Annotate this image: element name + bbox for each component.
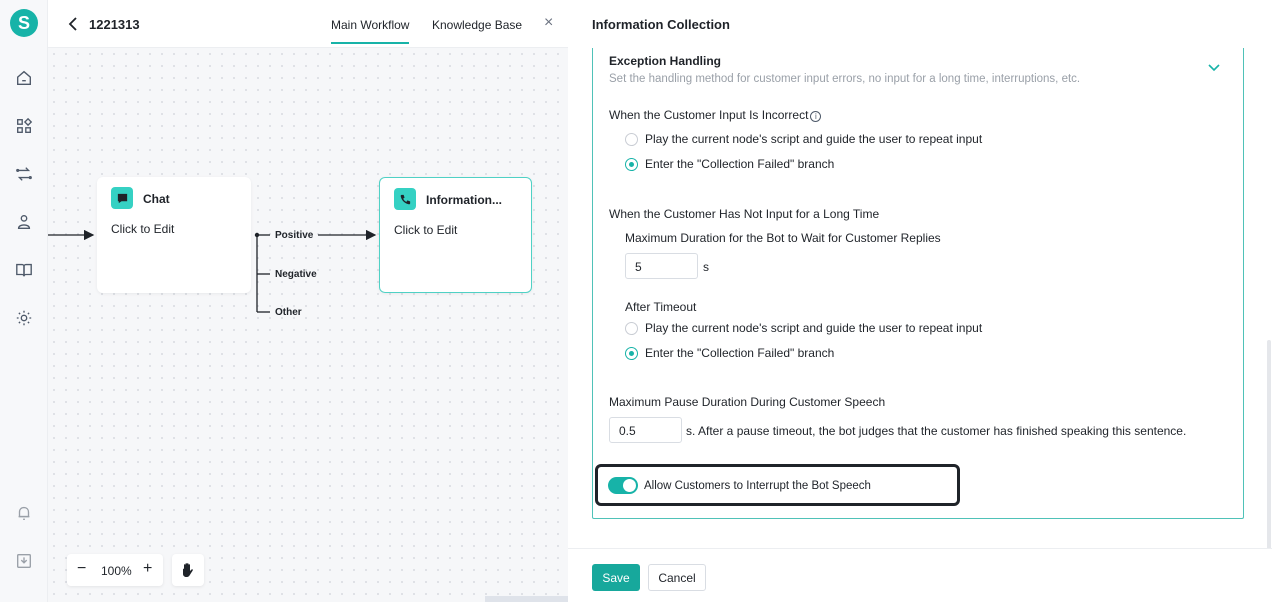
section-heading: Exception Handling: [609, 54, 722, 68]
chat-node-subtitle: Click to Edit: [111, 222, 175, 236]
section-description: Set the handling method for customer input errors, no input for a long time, interruptions, etc.: [609, 73, 1081, 85]
radio-failed-incorrect[interactable]: [625, 158, 638, 171]
after-timeout-label: After Timeout: [625, 300, 697, 314]
workflow-canvas[interactable]: [48, 48, 568, 602]
info-icon[interactable]: i: [810, 111, 821, 122]
branch-other[interactable]: Other: [275, 307, 302, 318]
workflow-title: 1221313: [89, 17, 140, 32]
pause-duration-suffix: s. After a pause timeout, the bot judges that the customer has finished speaking this sentence.: [686, 424, 1187, 438]
chat-node-title: Chat: [143, 192, 170, 206]
incorrect-option-repeat[interactable]: Play the current node's script and guide the user to repeat input: [625, 132, 982, 146]
canvas-scroll-strip: [485, 596, 568, 602]
zoom-in-button[interactable]: +: [143, 560, 153, 577]
interrupt-toggle-label: Allow Customers to Interrupt the Bot Speech: [644, 480, 871, 492]
home-icon[interactable]: [14, 68, 34, 88]
pan-hand-button[interactable]: [172, 554, 204, 586]
incorrect-input-label: When the Customer Input Is Incorrect i: [609, 108, 821, 122]
bell-icon[interactable]: [14, 503, 34, 523]
download-icon[interactable]: [14, 551, 34, 571]
tab-knowledge-base[interactable]: Knowledge Base: [432, 18, 523, 32]
panel-footer: [568, 548, 1272, 602]
zoom-out-button[interactable]: −: [77, 560, 87, 577]
user-icon[interactable]: [14, 212, 34, 232]
panel-title: Information Collection: [592, 17, 730, 32]
close-icon[interactable]: ×: [544, 14, 554, 31]
radio-repeat-incorrect[interactable]: [625, 133, 638, 146]
workflow-topbar: [48, 0, 568, 48]
hand-icon: [179, 561, 197, 579]
information-node-subtitle: Click to Edit: [394, 223, 458, 237]
pause-duration-label: Maximum Pause Duration During Customer Speech: [609, 395, 886, 409]
app-logo[interactable]: S: [10, 9, 38, 37]
branch-positive[interactable]: Positive: [275, 230, 314, 241]
pause-duration-input[interactable]: 0.5: [609, 417, 682, 443]
radio-repeat-timeout[interactable]: [625, 322, 638, 335]
information-collection-panel: [568, 0, 1272, 602]
cancel-button[interactable]: Cancel: [648, 564, 706, 591]
apps-icon[interactable]: [14, 116, 34, 136]
information-node-title: Information...: [426, 193, 502, 207]
incorrect-option-failed[interactable]: Enter the "Collection Failed" branch: [625, 157, 834, 171]
radio-failed-timeout[interactable]: [625, 347, 638, 360]
zoom-control: [67, 554, 163, 586]
save-button[interactable]: Save: [592, 564, 640, 591]
zoom-level: 100%: [101, 564, 132, 578]
exception-handling-section: [592, 48, 1244, 519]
chat-icon: [111, 187, 133, 209]
chat-node[interactable]: [97, 177, 251, 293]
settings-icon[interactable]: [14, 308, 34, 328]
back-arrow-icon[interactable]: [66, 15, 80, 33]
timeout-option-failed[interactable]: Enter the "Collection Failed" branch: [625, 346, 834, 360]
information-node[interactable]: [379, 177, 532, 293]
max-wait-label: Maximum Duration for the Bot to Wait for Customer Replies: [625, 231, 941, 245]
chevron-down-icon[interactable]: [1207, 62, 1221, 72]
max-wait-input[interactable]: 5: [625, 253, 698, 279]
panel-scrollbar[interactable]: [1267, 340, 1271, 550]
branch-negative[interactable]: Negative: [275, 269, 317, 280]
book-icon[interactable]: [14, 260, 34, 280]
max-wait-unit: s: [703, 260, 709, 274]
flow-icon[interactable]: [14, 164, 34, 184]
phone-icon: [394, 188, 416, 210]
interrupt-toggle[interactable]: [608, 477, 638, 494]
left-rail: [0, 0, 48, 602]
no-input-label: When the Customer Has Not Input for a Long Time: [609, 207, 880, 221]
tab-main-workflow[interactable]: Main Workflow: [331, 18, 410, 32]
timeout-option-repeat[interactable]: Play the current node's script and guide the user to repeat input: [625, 321, 982, 335]
